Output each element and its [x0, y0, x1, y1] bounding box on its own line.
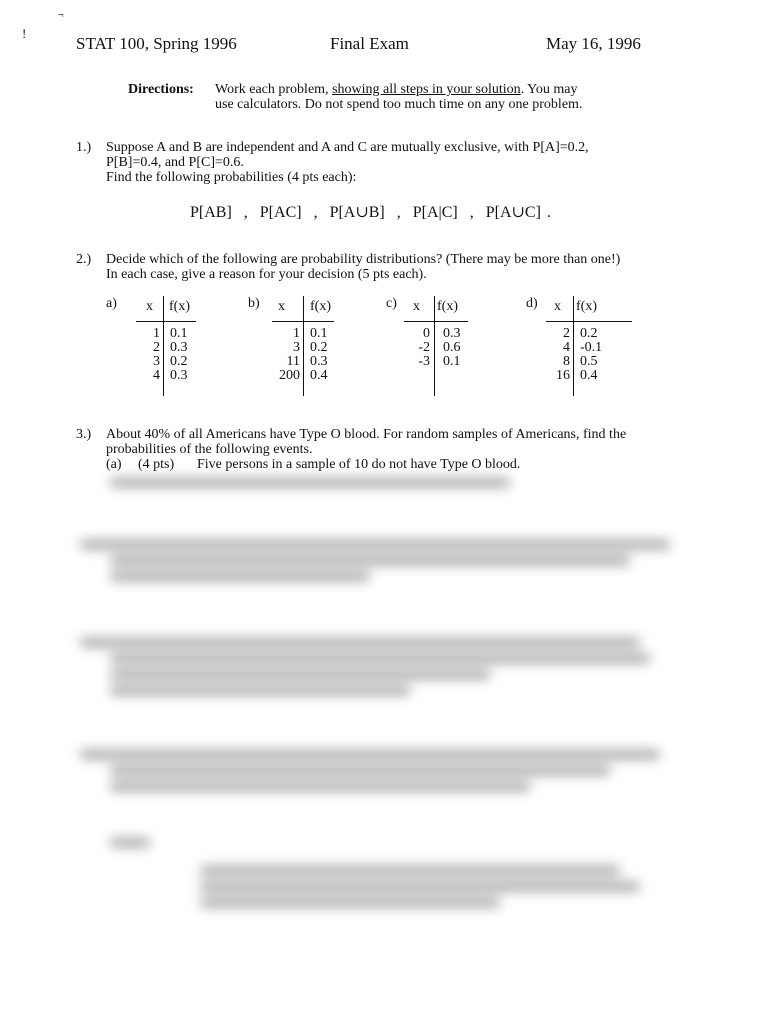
- q3-line-2: probabilities of the following events.: [106, 442, 313, 457]
- q3-part-a-text: Five persons in a sample of 10 do not have Type O blood.: [197, 457, 521, 472]
- directions-label: Directions:: [128, 82, 194, 97]
- table-d-f-values: 0.2 -0.1 0.5 0.4: [580, 326, 603, 383]
- directions-text-pre: Work each problem,: [215, 82, 333, 97]
- q1-line-3: Find the following probabilities (4 pts each):: [106, 170, 357, 185]
- margin-mark: !: [22, 26, 27, 41]
- q3-part-a-label: (a): [106, 457, 122, 472]
- q2-number: 2.): [76, 252, 92, 267]
- blurred-content: [60, 478, 680, 948]
- table-c-header-fx: f(x): [437, 299, 458, 314]
- table-a-header-fx: f(x): [169, 299, 190, 314]
- q1-probabilities: P[AB] , P[AC] , P[A∪B] , P[A|C] , P[A∪C] .: [190, 204, 551, 221]
- table-d-label: d): [526, 296, 538, 311]
- course-title: STAT 100, Spring 1996: [76, 34, 237, 53]
- q2-line-1: Decide which of the following are probability distributions? (There may be more than one!): [106, 252, 621, 267]
- exam-title: Final Exam: [330, 34, 409, 53]
- table-a-label: a): [106, 296, 117, 311]
- table-b-label: b): [248, 296, 260, 311]
- table-c-f-values: 0.3 0.6 0.1: [443, 326, 461, 369]
- table-c-header-x: x: [413, 299, 420, 314]
- q3-part-a-points: (4 pts): [138, 457, 175, 472]
- table-b-header-fx: f(x): [310, 299, 331, 314]
- table-d-header-fx: f(x): [576, 299, 597, 314]
- q1-line-2: P[B]=0.4, and P[C]=0.6.: [106, 155, 244, 170]
- q1-number: 1.): [76, 140, 92, 155]
- directions-text-post: . You may: [520, 82, 578, 97]
- directions-line-2: use calculators. Do not spend too much time on any one problem.: [215, 97, 583, 112]
- directions-text-underlined: showing all steps in your solution: [332, 82, 521, 97]
- table-a-header-x: x: [146, 299, 153, 314]
- table-b-header-x: x: [278, 299, 285, 314]
- q2-line-2: In each case, give a reason for your decision (5 pts each).: [106, 267, 427, 282]
- q3-line-1: About 40% of all Americans have Type O blood. For random samples of Americans, find the: [106, 427, 627, 442]
- corner-mark: ¬: [58, 10, 64, 21]
- table-a-x-values: 1 2 3 4: [153, 326, 160, 383]
- table-b-f-values: 0.1 0.2 0.3 0.4: [310, 326, 328, 383]
- table-a-f-values: 0.1 0.3 0.2 0.3: [170, 326, 188, 383]
- table-c-label: c): [386, 296, 397, 311]
- exam-date: May 16, 1996: [546, 34, 641, 53]
- table-c-x-values: 0 -2 -3: [418, 326, 430, 369]
- table-d-x-values: 2 4 8 16: [556, 326, 570, 383]
- directions-line-1: [215, 82, 577, 97]
- table-b-x-values: 1 3 11 200: [279, 326, 300, 383]
- table-d-header-x: x: [554, 299, 561, 314]
- q3-number: 3.): [76, 427, 92, 442]
- q1-line-1: Suppose A and B are independent and A and C are mutually exclusive, with P[A]=0.2,: [106, 140, 589, 155]
